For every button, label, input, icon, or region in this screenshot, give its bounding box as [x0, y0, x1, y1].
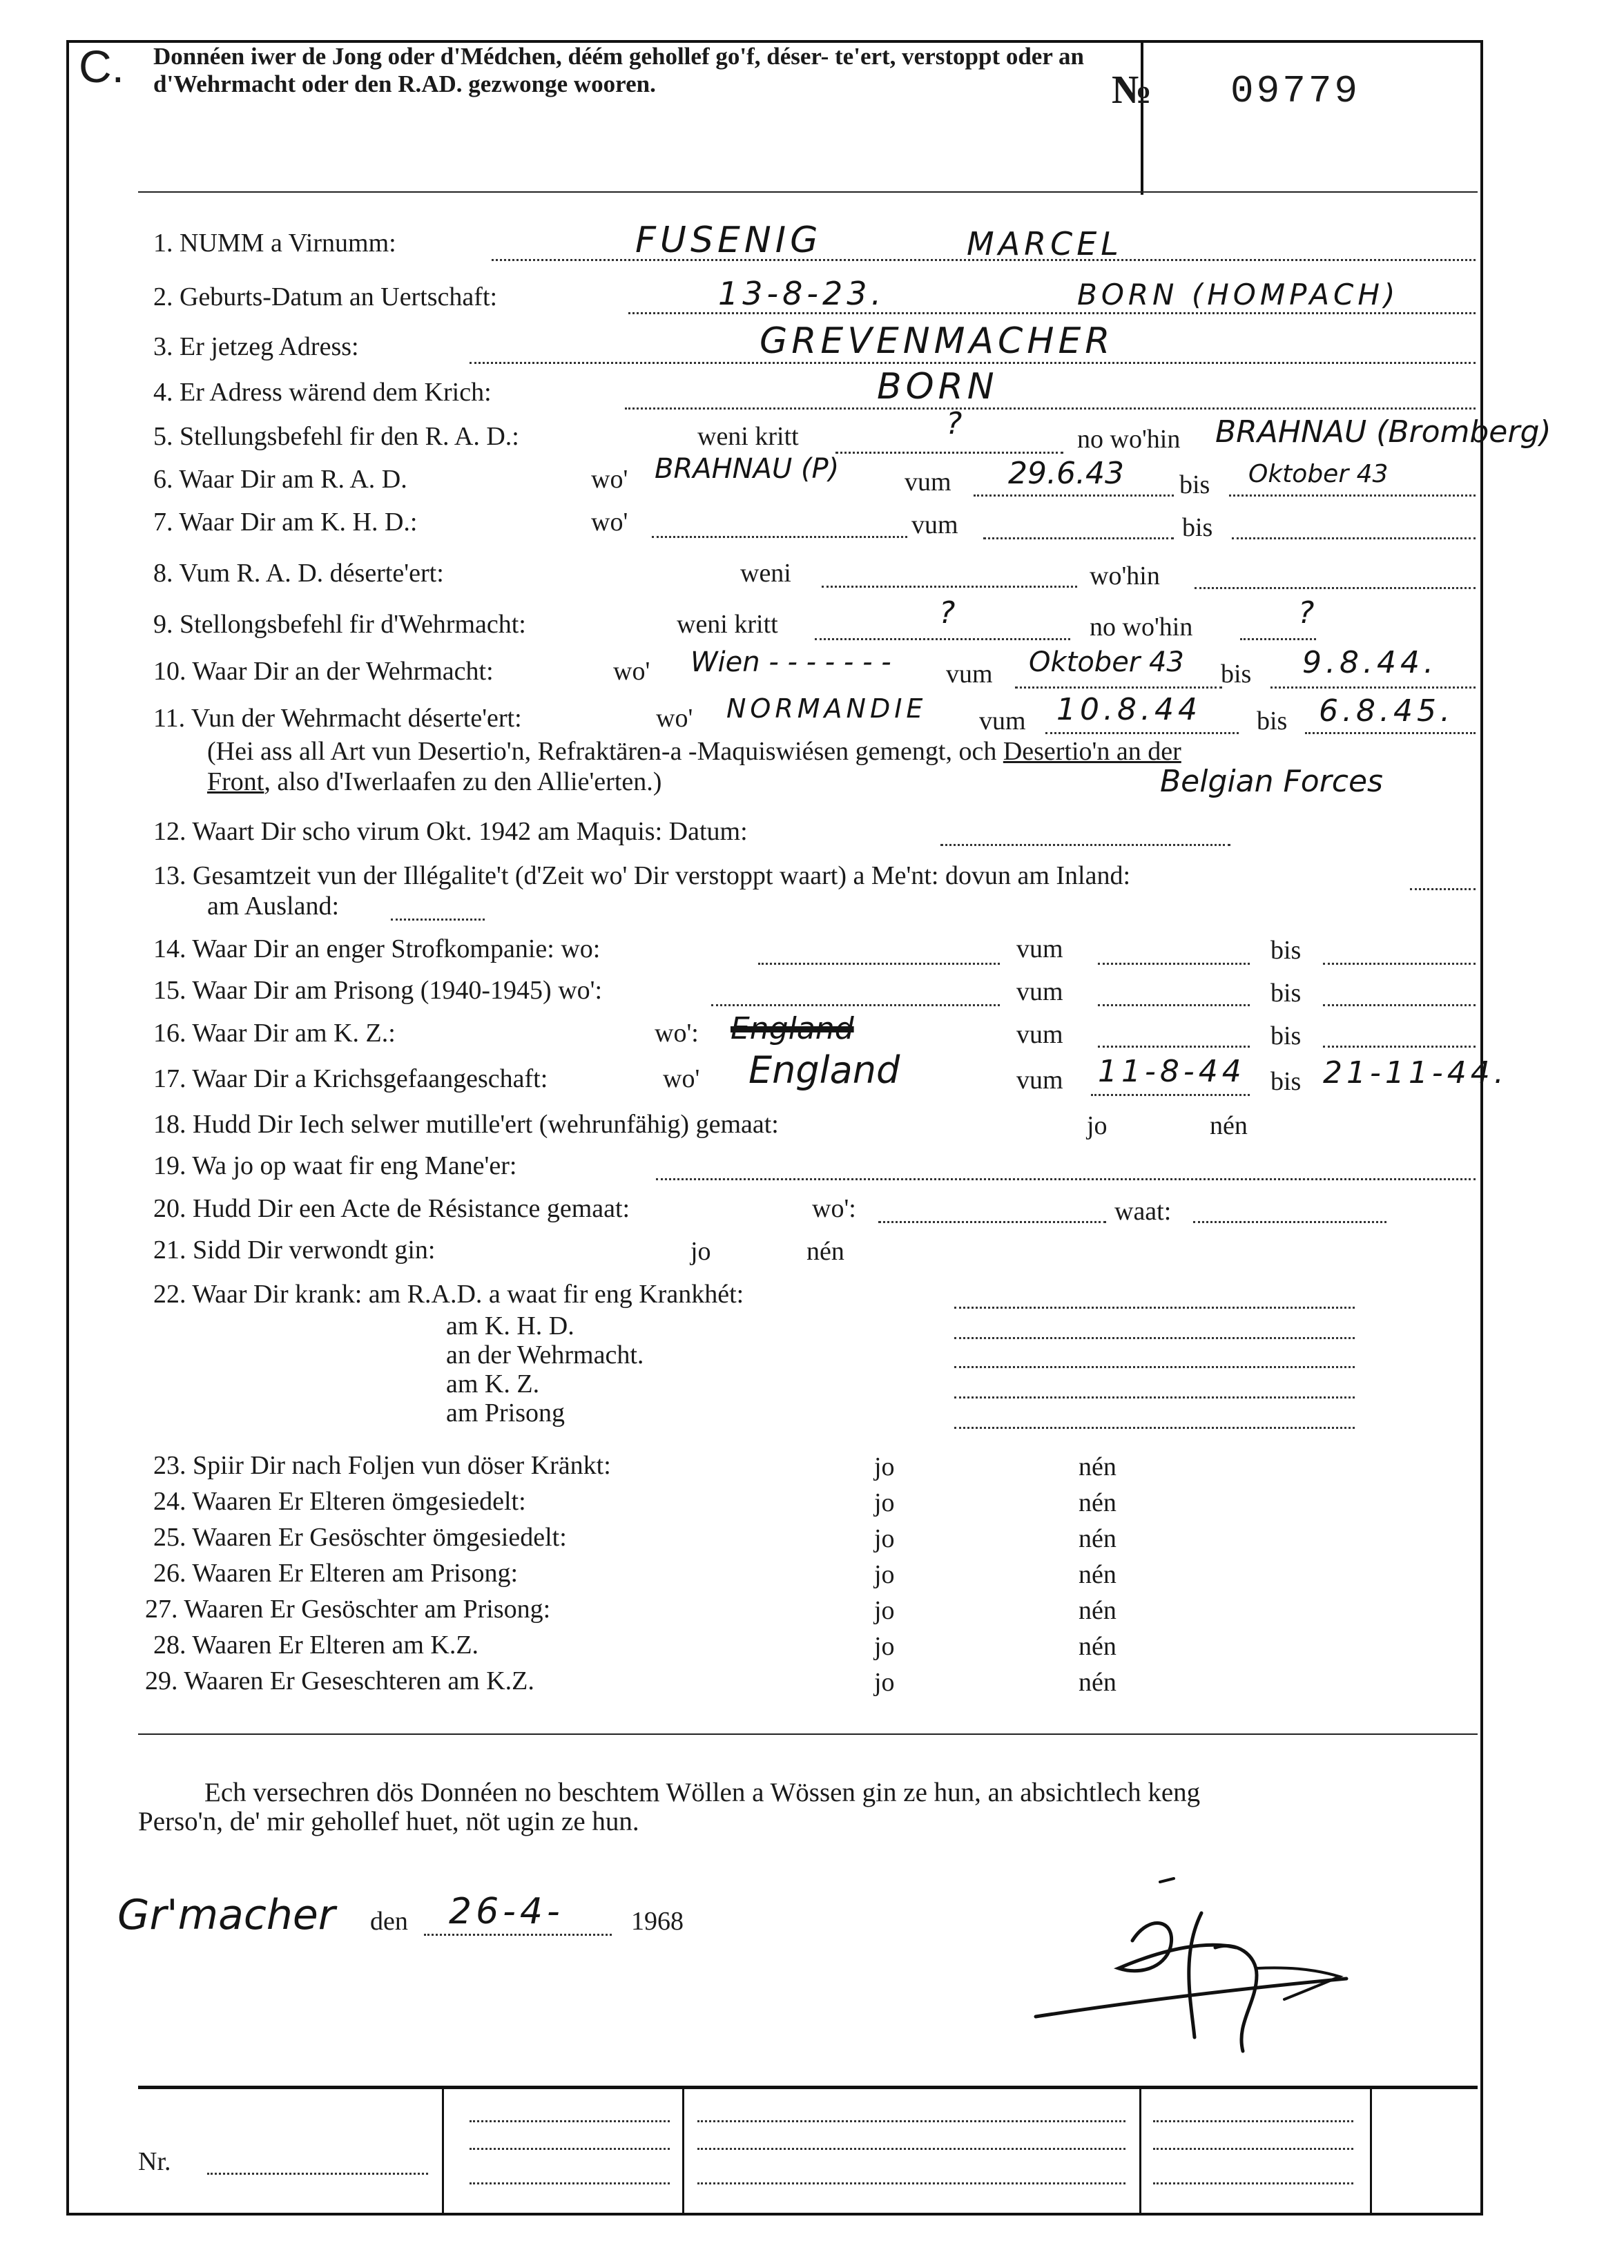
row-11-note-text2: , also d'Iwerlaafen zu den Allie'erten.) — [264, 767, 662, 796]
form-number: 09779 — [1230, 69, 1361, 113]
signing-date: 26-4- — [449, 1891, 564, 1932]
row-6-wo: wo' — [591, 465, 628, 494]
signing-date-field[interactable] — [424, 1934, 612, 1936]
row-18-jo[interactable]: jo — [1087, 1111, 1108, 1140]
number-label: № — [1112, 67, 1152, 112]
row-1-name: FUSENIG — [635, 220, 822, 261]
row-1-firstname: MARCEL — [967, 225, 1123, 262]
row-7-bis: bis — [1182, 513, 1213, 542]
row-11-bis-value: 6.8.45. — [1319, 693, 1454, 729]
row-25-jo[interactable]: jo — [874, 1524, 895, 1553]
row-16-vum: vum — [1016, 1020, 1063, 1049]
row-12-field[interactable] — [940, 844, 1230, 846]
row-10-vum: vum — [946, 660, 993, 689]
row-2-label: 2. Geburts-Datum an Uertschaft: — [153, 282, 498, 311]
declaration-rule — [138, 1733, 1478, 1735]
signing-den: den — [370, 1907, 408, 1936]
footer-table-top — [138, 2086, 1478, 2089]
row-24-jo[interactable]: jo — [874, 1488, 895, 1517]
footer-cell-3c[interactable] — [697, 2182, 1125, 2184]
row-11-bis: bis — [1257, 707, 1288, 736]
row-6-bis-value: Oktober 43 — [1248, 460, 1389, 488]
footer-nr-field[interactable] — [207, 2173, 428, 2175]
row-27-label: 27. Waaren Er Gesöschter am Prisong: — [145, 1595, 551, 1624]
row-29-label: 29. Waaren Er Geseschteren am K.Z. — [145, 1666, 534, 1695]
header-divider — [1141, 43, 1143, 195]
row-28-jo[interactable]: jo — [874, 1632, 895, 1661]
footer-nr-label: Nr. — [138, 2147, 171, 2176]
row-3-label: 3. Er jetzeg Adress: — [153, 332, 359, 361]
row-4-label: 4. Er Adress wärend dem Krich: — [153, 378, 492, 407]
row-7-vum-field[interactable] — [983, 537, 1174, 539]
row-28-label: 28. Waaren Er Elteren am K.Z. — [153, 1631, 479, 1660]
row-22-khd-field[interactable] — [954, 1337, 1355, 1339]
row-22-rad-field[interactable] — [954, 1307, 1355, 1309]
row-10-wo-value: Wien - - - - - - - — [690, 646, 891, 678]
row-6-vum: vum — [905, 468, 951, 497]
row-9-nowohin: no wo'hin — [1090, 613, 1193, 642]
row-27-jo[interactable]: jo — [874, 1596, 895, 1625]
row-9-weni-field[interactable] — [815, 638, 1070, 640]
row-8-label: 8. Vum R. A. D. déserte'ert: — [153, 559, 444, 588]
footer-col-divider-4 — [1370, 2086, 1372, 2216]
row-16-bis-field[interactable] — [1323, 1046, 1476, 1048]
row-17-wo-value: England — [748, 1048, 900, 1092]
header-rule — [138, 191, 1478, 193]
row-8-weni: weni — [740, 559, 791, 588]
row-11-note-front: Front — [207, 767, 264, 796]
row-11-annotation: Belgian Forces — [1160, 764, 1383, 799]
row-11-note-text: (Hei ass all Art vun Desertio'n, Refraktären-a -Maquiswiésen gemengt, och — [207, 737, 997, 766]
footer-cell-4a[interactable] — [1153, 2120, 1353, 2122]
row-25-label: 25. Waaren Er Gesöschter ömgesiedelt: — [153, 1523, 567, 1552]
row-6-label: 6. Waar Dir am R. A. D. — [153, 465, 407, 494]
row-5-weni: weni kritt — [697, 422, 799, 451]
row-9-nowohin-field[interactable] — [1240, 638, 1316, 640]
row-5-label: 5. Stellungsbefehl fir den R. A. D.: — [153, 422, 519, 451]
footer-col-divider-2 — [682, 2086, 684, 2216]
row-29-nen[interactable]: nén — [1079, 1668, 1116, 1697]
row-19-field[interactable] — [656, 1178, 1476, 1180]
row-11-label: 11. Vun der Wehrmacht déserte'ert: — [153, 704, 522, 733]
row-18-label: 18. Hudd Dir Iech selwer mutille'ert (wehrunfähig) gemaat: — [153, 1110, 779, 1139]
row-9-weni-value: ? — [939, 595, 956, 631]
row-12-label: 12. Waart Dir scho virum Okt. 1942 am Maquis: Datum: — [153, 817, 748, 846]
row-10-label: 10. Waar Dir an der Wehrmacht: — [153, 657, 494, 686]
row-11-vum-value: 10.8.44 — [1056, 692, 1201, 727]
row-6-wo-value: BRAHNAU (P) — [655, 453, 840, 485]
footer-col-divider-3 — [1139, 2086, 1141, 2216]
row-22-sub-khd: am K. H. D. — [446, 1311, 574, 1340]
row-7-vum: vum — [911, 510, 958, 539]
row-8-wohin: wo'hin — [1090, 561, 1160, 590]
footer-cell-2a[interactable] — [470, 2120, 670, 2122]
row-14-vum: vum — [1016, 934, 1063, 963]
row-6-vum-field[interactable] — [974, 494, 1174, 497]
declaration-line-2: Perso'n, de' mir gehollef huet, nöt ugin ze hun. — [138, 1807, 639, 1836]
row-3-field[interactable] — [470, 362, 1476, 364]
row-11-note-underlined: Desertio'n an der — [1003, 737, 1181, 766]
section-letter: C. — [79, 41, 124, 92]
row-22-kz-field[interactable] — [954, 1396, 1355, 1399]
row-13-inland-field[interactable] — [1410, 888, 1476, 890]
signing-year: 1968 — [631, 1907, 684, 1936]
row-20-wo: wo': — [812, 1194, 856, 1223]
row-7-wo: wo' — [591, 508, 628, 537]
row-14-wo-field[interactable] — [758, 963, 1000, 965]
row-15-bis-field[interactable] — [1323, 1004, 1476, 1006]
row-9-weni: weni kritt — [677, 610, 778, 639]
signing-place: Gr'macher — [117, 1891, 336, 1939]
row-23-label: 23. Spiir Dir nach Foljen vun döser Kränkt: — [153, 1451, 611, 1480]
row-23-jo[interactable]: jo — [874, 1452, 895, 1481]
row-22-sub-kz: am K. Z. — [446, 1370, 540, 1399]
row-17-vum: vum — [1016, 1066, 1063, 1095]
row-27-nen[interactable]: nén — [1079, 1596, 1116, 1625]
row-1-label: 1. NUMM a Virnumm: — [153, 229, 396, 258]
row-5-weni-value: ? — [946, 406, 963, 441]
row-29-jo[interactable]: jo — [874, 1668, 895, 1697]
row-17-vum-field[interactable] — [1091, 1094, 1250, 1096]
row-19-label: 19. Wa jo op waat fir eng Mane'er: — [153, 1151, 517, 1180]
declaration-line-1: Ech versechren dös Donnéen no beschtem Wöllen a Wössen gin ze hun, an absichtlech keng — [204, 1778, 1201, 1807]
row-17-bis: bis — [1270, 1067, 1302, 1096]
row-17-label: 17. Waar Dir a Krichsgefaangeschaft: — [153, 1064, 548, 1093]
footer-cell-4b[interactable] — [1153, 2148, 1353, 2150]
row-17-vum-value: 11-8-44 — [1098, 1054, 1246, 1089]
row-7-bis-field[interactable] — [1232, 537, 1476, 539]
row-7-label: 7. Waar Dir am K. H. D.: — [153, 508, 418, 537]
row-28-nen[interactable]: nén — [1079, 1632, 1116, 1661]
row-10-bis-field[interactable] — [1270, 686, 1476, 689]
row-5-weni-field[interactable] — [835, 452, 1063, 454]
row-22-wehrmacht-field[interactable] — [954, 1366, 1355, 1368]
row-8-wohin-field[interactable] — [1195, 587, 1476, 589]
row-2-place: BORN (HOMPACH) — [1077, 278, 1400, 311]
row-8-weni-field[interactable] — [822, 586, 1077, 588]
row-22-prisong-field[interactable] — [954, 1427, 1355, 1429]
row-9-nowohin-value: ? — [1298, 595, 1315, 631]
row-26-label: 26. Waaren Er Elteren am Prisong: — [153, 1559, 519, 1588]
row-6-bis-field[interactable] — [1229, 494, 1476, 497]
row-14-bis: bis — [1270, 936, 1302, 965]
row-6-bis: bis — [1179, 470, 1210, 499]
row-21-jo[interactable]: jo — [690, 1237, 711, 1266]
row-10-bis-value: 9.8.44. — [1302, 645, 1438, 680]
row-3-value: GREVENMACHER — [760, 320, 1114, 362]
row-15-vum-field[interactable] — [1098, 1004, 1250, 1006]
row-20-label: 20. Hudd Dir een Acte de Résistance gemaat: — [153, 1194, 630, 1223]
row-9-label: 9. Stellongsbefehl fir d'Wehrmacht: — [153, 610, 526, 639]
row-17-wo: wo' — [663, 1064, 700, 1093]
row-23-nen[interactable]: nén — [1079, 1452, 1116, 1481]
row-10-vum-field[interactable] — [1015, 686, 1222, 689]
row-5-nowohin: no wo'hin — [1077, 425, 1181, 454]
row-11-vum: vum — [979, 707, 1026, 736]
footer-cell-2c[interactable] — [470, 2182, 670, 2184]
row-13-ausland-field[interactable] — [391, 919, 485, 921]
row-11-wo: wo' — [656, 704, 693, 733]
row-11-wo-value: NORMANDIE — [726, 693, 927, 724]
row-11-bis-field[interactable] — [1305, 732, 1476, 734]
footer-cell-3b[interactable] — [697, 2148, 1125, 2150]
row-2-field[interactable] — [628, 312, 1476, 314]
row-21-nen[interactable]: nén — [806, 1237, 844, 1266]
row-24-nen[interactable]: nén — [1079, 1488, 1116, 1517]
row-14-vum-field[interactable] — [1098, 963, 1250, 965]
row-11-vum-field[interactable] — [1045, 732, 1239, 734]
row-6-vum-value: 29.6.43 — [1008, 456, 1124, 491]
signature-image — [1029, 1865, 1360, 2072]
row-2-date: 13-8-23. — [718, 275, 886, 312]
row-22-sub-prisong: am Prisong — [446, 1399, 566, 1428]
row-11-note — [207, 736, 1181, 767]
row-20-waat: waat: — [1114, 1197, 1172, 1226]
row-7-wo-field[interactable] — [652, 536, 907, 538]
row-4-value: BORN — [877, 366, 998, 407]
row-10-bis: bis — [1221, 660, 1252, 689]
row-22-sub-wehrmacht: an der Wehrmacht. — [446, 1340, 644, 1370]
row-26-nen[interactable]: nén — [1079, 1560, 1116, 1589]
row-14-bis-field[interactable] — [1323, 963, 1476, 965]
row-10-wo: wo' — [613, 657, 650, 686]
footer-cell-3a[interactable] — [697, 2120, 1125, 2122]
row-14-label: 14. Waar Dir an enger Strofkompanie: wo: — [153, 934, 601, 963]
row-25-nen[interactable]: nén — [1079, 1524, 1116, 1553]
row-20-wo-field[interactable] — [878, 1221, 1106, 1223]
row-26-jo[interactable]: jo — [874, 1560, 895, 1589]
row-5-nowohin-value: BRAHNAU (Bromberg) — [1215, 414, 1552, 450]
row-15-wo-field[interactable] — [711, 1004, 1000, 1006]
row-15-bis: bis — [1270, 979, 1302, 1008]
row-13-label2: am Ausland: — [207, 892, 340, 921]
row-20-waat-field[interactable] — [1193, 1221, 1386, 1223]
row-4-field[interactable] — [625, 407, 1476, 410]
row-17-bis-value: 21-11-44. — [1323, 1055, 1508, 1090]
footer-cell-2b[interactable] — [470, 2148, 670, 2150]
row-13-label: 13. Gesamtzeit vun der Illégalite't (d'Zeit wo' Dir verstoppt waart) a Me'nt: dovun am Inland: — [153, 861, 1131, 890]
footer-col-divider-1 — [442, 2086, 444, 2216]
form-title: Donnéen iwer de Jong oder d'Médchen, déém gehollef go'f, déser- te'ert, verstoppt oder an d'Wehrmacht oder den R.AD. gezwonge wooren. — [153, 43, 1084, 97]
row-16-vum-field[interactable] — [1098, 1046, 1250, 1048]
footer-cell-4c[interactable] — [1153, 2182, 1353, 2184]
row-16-label: 16. Waar Dir am K. Z.: — [153, 1019, 396, 1048]
row-18-nen[interactable]: nén — [1210, 1111, 1248, 1140]
row-22-label: 22. Waar Dir krank: am R.A.D. a waat fir eng Krankhét: — [153, 1280, 744, 1309]
row-11-note-line2 — [207, 767, 661, 797]
row-15-label: 15. Waar Dir am Prisong (1940-1945) wo': — [153, 976, 603, 1005]
row-10-vum-value: Oktober 43 — [1029, 646, 1184, 678]
row-16-wo-value-struck: England — [731, 1011, 854, 1046]
row-24-label: 24. Waaren Er Elteren ömgesiedelt: — [153, 1487, 526, 1516]
row-16-bis: bis — [1270, 1021, 1302, 1050]
row-16-wo: wo': — [655, 1019, 699, 1048]
row-21-label: 21. Sidd Dir verwondt gin: — [153, 1236, 436, 1265]
row-15-vum: vum — [1016, 977, 1063, 1006]
